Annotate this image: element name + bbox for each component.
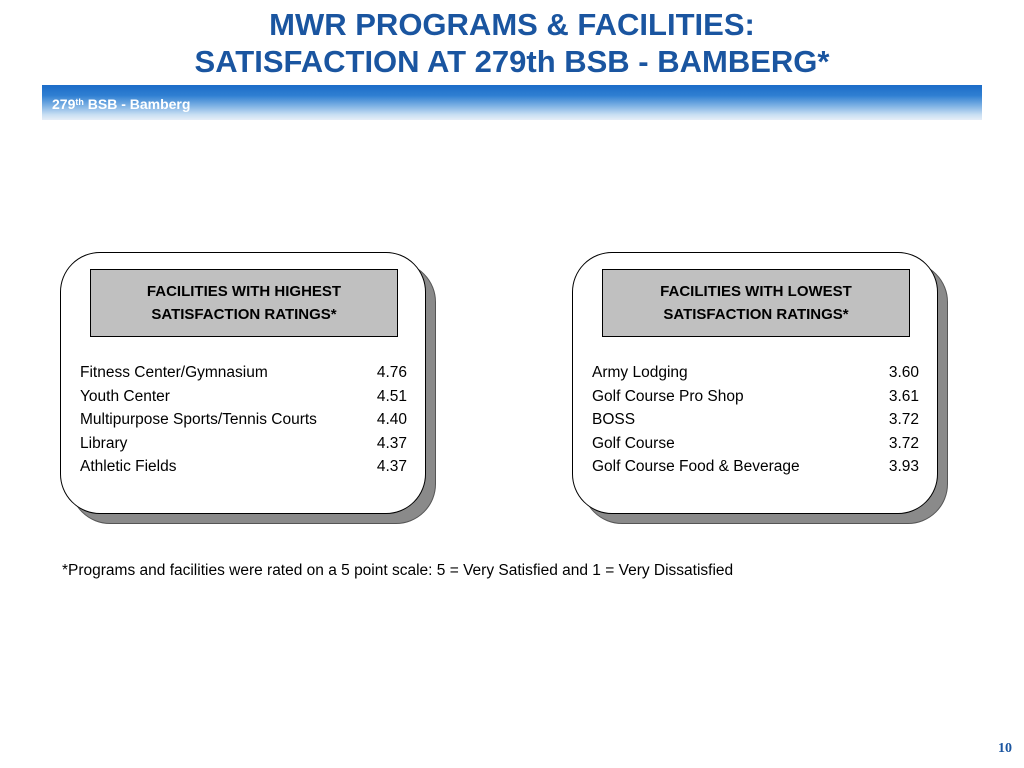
facility-name: Golf Course Food & Beverage bbox=[592, 458, 800, 475]
facility-name: BOSS bbox=[592, 411, 636, 428]
facility-rating: 3.60 bbox=[888, 364, 919, 381]
slide-title bbox=[0, 6, 1024, 80]
facility-rating: 3.93 bbox=[888, 458, 919, 475]
facility-rating: 3.61 bbox=[888, 387, 919, 405]
band-label bbox=[52, 96, 190, 112]
panel-body bbox=[60, 252, 426, 514]
facility-name: Army Lodging bbox=[592, 364, 688, 381]
panel-header bbox=[602, 269, 910, 337]
slide-title-line-1: MWR PROGRAMS & FACILITIES: bbox=[269, 7, 755, 42]
list-item bbox=[80, 408, 407, 432]
facility-name: Athletic Fields bbox=[80, 458, 177, 475]
band-label-superscript: th bbox=[75, 97, 84, 107]
list-item bbox=[592, 361, 919, 385]
footnote: *Programs and facilities were rated on a 5 point scale: 5 = Very Satisfied and 1 = Very Dissatisfied bbox=[62, 562, 734, 579]
facility-rating: 4.40 bbox=[376, 411, 407, 428]
ratings-list bbox=[592, 361, 919, 479]
facility-rating: 4.37 bbox=[376, 434, 407, 452]
lowest-ratings-panel bbox=[572, 252, 950, 525]
header-band bbox=[42, 85, 982, 120]
list-item bbox=[592, 408, 919, 432]
band-label-prefix: 279 bbox=[52, 96, 76, 112]
list-item bbox=[80, 361, 407, 385]
list-item bbox=[80, 385, 407, 409]
ratings-list bbox=[80, 361, 407, 479]
band-label-suffix: BSB - Bamberg bbox=[83, 96, 191, 112]
facility-rating: 3.72 bbox=[888, 411, 919, 428]
list-item bbox=[80, 455, 407, 479]
facility-rating: 4.51 bbox=[376, 387, 407, 405]
facility-name: Golf Course bbox=[592, 434, 675, 452]
facility-name: Golf Course Pro Shop bbox=[592, 387, 744, 405]
facility-rating: 4.76 bbox=[376, 364, 407, 381]
facility-name: Youth Center bbox=[80, 387, 170, 405]
panel-header-text: FACILITIES WITH HIGHEST SATISFACTION RATINGS* bbox=[146, 283, 342, 323]
list-item bbox=[592, 455, 919, 479]
facility-rating: 3.72 bbox=[888, 434, 919, 452]
facility-name: Library bbox=[80, 434, 128, 452]
panel-body bbox=[572, 252, 938, 514]
facility-name: Fitness Center/Gymnasium bbox=[80, 364, 268, 381]
list-item bbox=[592, 385, 919, 409]
panel-header-text: FACILITIES WITH LOWEST SATISFACTION RATINGS* bbox=[660, 283, 852, 323]
list-item bbox=[592, 432, 919, 456]
facility-rating: 4.37 bbox=[376, 458, 407, 475]
highest-ratings-panel bbox=[60, 252, 438, 525]
panel-header bbox=[90, 269, 398, 337]
slide-title-line-2: SATISFACTION AT 279th BSB - BAMBERG* bbox=[194, 44, 830, 79]
page-number: 10 bbox=[998, 741, 1012, 756]
list-item bbox=[80, 432, 407, 456]
facility-name: Multipurpose Sports/Tennis Courts bbox=[80, 411, 317, 428]
